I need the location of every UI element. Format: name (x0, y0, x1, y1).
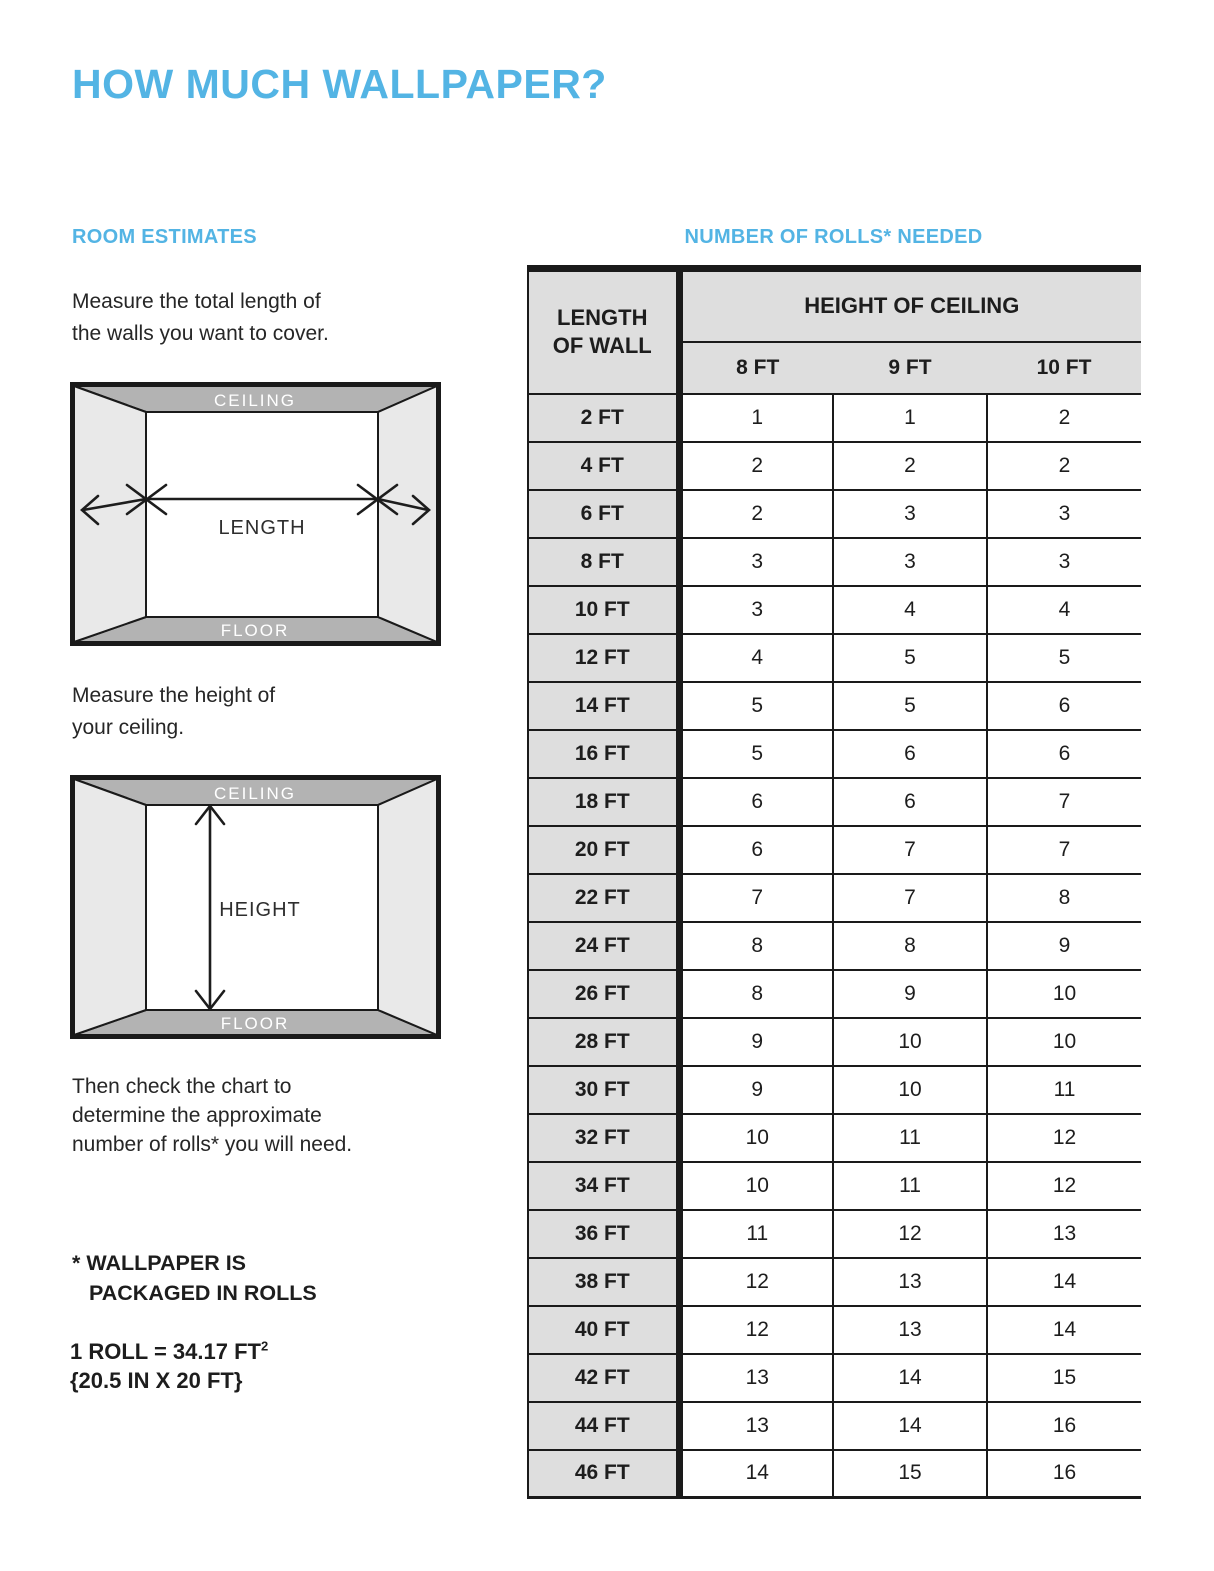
roll-count-cell: 13 (833, 1306, 987, 1354)
instruction-check-chart (72, 1072, 352, 1159)
row-header-cell: 24 FT (528, 922, 679, 970)
height-label: HEIGHT (219, 899, 301, 921)
row-header-cell: 10 FT (528, 586, 679, 634)
roll-count-cell: 14 (679, 1450, 833, 1498)
floor-label: FLOOR (220, 621, 290, 640)
row-header-cell: 46 FT (528, 1450, 679, 1498)
roll-count-cell: 11 (679, 1210, 833, 1258)
roll-count-cell: 4 (833, 586, 987, 634)
length-label: LENGTH (218, 517, 306, 539)
roll-count-cell: 3 (679, 586, 833, 634)
roll-count-cell: 12 (833, 1210, 987, 1258)
table-row (528, 922, 1141, 970)
roll-count-cell: 7 (987, 826, 1141, 874)
row-header-cell: 28 FT (528, 1018, 679, 1066)
roll-count-cell: 2 (679, 490, 833, 538)
roll-count-cell: 10 (833, 1066, 987, 1114)
row-header-cell: 42 FT (528, 1354, 679, 1402)
room-length-diagram (70, 382, 441, 646)
right-wall-surface (378, 779, 437, 1035)
roll-count-cell: 11 (833, 1114, 987, 1162)
table-row (528, 970, 1141, 1018)
roll-count-cell: 3 (833, 538, 987, 586)
instruction-measure-length (72, 286, 329, 350)
row-header-cell: 40 FT (528, 1306, 679, 1354)
roll-count-cell: 10 (987, 1018, 1141, 1066)
roll-count-cell: 5 (679, 682, 833, 730)
instruction-line: the walls you want to cover. (72, 322, 329, 345)
row-header-cell: 32 FT (528, 1114, 679, 1162)
roll-count-cell: 10 (987, 970, 1141, 1018)
roll-count-cell: 5 (987, 634, 1141, 682)
table-row (528, 1258, 1141, 1306)
roll-dimensions (70, 1332, 268, 1395)
ceiling-label: CEILING (213, 784, 297, 803)
roll-count-cell: 13 (987, 1210, 1141, 1258)
roll-count-cell: 2 (679, 442, 833, 490)
roll-count-cell: 2 (987, 394, 1141, 442)
room-height-diagram (70, 775, 441, 1039)
roll-count-cell: 3 (833, 490, 987, 538)
length-of-wall-header: LENGTH OF WALL (528, 269, 679, 394)
roll-count-cell: 3 (679, 538, 833, 586)
roll-count-cell: 16 (987, 1402, 1141, 1450)
instruction-measure-height (72, 680, 275, 744)
left-wall-surface (74, 779, 146, 1035)
row-header-cell: 34 FT (528, 1162, 679, 1210)
row-header-cell: 38 FT (528, 1258, 679, 1306)
roll-count-cell: 10 (833, 1018, 987, 1066)
roll-count-cell: 5 (679, 730, 833, 778)
row-header-cell: 8 FT (528, 538, 679, 586)
row-header-cell: 22 FT (528, 874, 679, 922)
roll-count-cell: 7 (833, 826, 987, 874)
back-wall-surface (146, 412, 378, 617)
instruction-line: Measure the total length of (72, 290, 321, 313)
roll-count-cell: 4 (987, 586, 1141, 634)
instruction-line: your ceiling. (72, 716, 185, 739)
height-of-ceiling-header: HEIGHT OF CEILING (679, 269, 1141, 342)
table-row (528, 1162, 1141, 1210)
roll-count-cell: 9 (679, 1018, 833, 1066)
table-row (528, 682, 1141, 730)
table-row (528, 1402, 1141, 1450)
roll-count-cell: 3 (987, 538, 1141, 586)
roll-count-cell: 11 (987, 1066, 1141, 1114)
instruction-line: Measure the height of (72, 684, 276, 707)
row-header-cell: 16 FT (528, 730, 679, 778)
row-header-cell: 26 FT (528, 970, 679, 1018)
table-row (528, 874, 1141, 922)
instruction-line: Then check the chart to (72, 1075, 292, 1098)
column-header-8ft: 8 FT (679, 342, 833, 394)
roll-count-cell: 1 (833, 394, 987, 442)
row-header-cell: 20 FT (528, 826, 679, 874)
table-row (528, 442, 1141, 490)
row-header-cell: 44 FT (528, 1402, 679, 1450)
rolls-table-head (528, 269, 1141, 394)
roll-count-cell: 1 (679, 394, 833, 442)
right-wall-surface (378, 386, 437, 642)
roll-count-cell: 10 (679, 1162, 833, 1210)
rolls-table-container (527, 265, 1140, 1499)
table-row (528, 1210, 1141, 1258)
table-header-row (528, 269, 1141, 342)
roll-count-cell: 5 (833, 682, 987, 730)
roll-count-cell: 6 (987, 682, 1141, 730)
rolls-needed-heading: NUMBER OF ROLLS* NEEDED (684, 226, 983, 248)
roll-count-cell: 9 (833, 970, 987, 1018)
roll-count-cell: 15 (833, 1450, 987, 1498)
roll-count-cell: 2 (987, 442, 1141, 490)
roll-count-cell: 6 (987, 730, 1141, 778)
table-row (528, 1306, 1141, 1354)
table-row (528, 490, 1141, 538)
footnote-line: PACKAGED IN ROLLS (89, 1281, 317, 1305)
rolls-table (527, 265, 1141, 1499)
roll-area: 1 ROLL = 34.17 $FT^2$ (70, 1339, 269, 1365)
row-header-cell: 2 FT (528, 394, 679, 442)
row-header-cell: 4 FT (528, 442, 679, 490)
table-row (528, 1450, 1141, 1498)
rolls-footnote (72, 1248, 317, 1308)
row-header-cell: 30 FT (528, 1066, 679, 1114)
roll-count-cell: 12 (679, 1306, 833, 1354)
roll-count-cell: 14 (833, 1354, 987, 1402)
ceiling-label: CEILING (213, 391, 297, 410)
table-row (528, 394, 1141, 442)
table-row (528, 538, 1141, 586)
roll-count-cell: 13 (679, 1402, 833, 1450)
roll-count-cell: 13 (833, 1258, 987, 1306)
roll-size: {20.5 IN X 20 FT} (70, 1368, 243, 1394)
instruction-line: determine the approximate (72, 1104, 322, 1127)
table-row (528, 826, 1141, 874)
floor-label: FLOOR (220, 1014, 290, 1033)
roll-count-cell: 10 (679, 1114, 833, 1162)
column-header-9ft: 9 FT (833, 342, 987, 394)
roll-count-cell: 8 (679, 922, 833, 970)
column-header-10ft: 10 FT (987, 342, 1141, 394)
roll-count-cell: 8 (987, 874, 1141, 922)
roll-count-cell: 13 (679, 1354, 833, 1402)
roll-count-cell: 8 (679, 970, 833, 1018)
table-row (528, 1066, 1141, 1114)
roll-count-cell: 6 (833, 778, 987, 826)
roll-count-cell: 6 (679, 826, 833, 874)
table-row (528, 778, 1141, 826)
row-header-cell: 36 FT (528, 1210, 679, 1258)
row-header-cell: 12 FT (528, 634, 679, 682)
roll-count-cell: 7 (679, 874, 833, 922)
roll-count-cell: 15 (987, 1354, 1141, 1402)
table-row (528, 1354, 1141, 1402)
roll-count-cell: 2 (833, 442, 987, 490)
squared-superscript: 2 (260, 1339, 269, 1354)
roll-count-cell: 16 (987, 1450, 1141, 1498)
table-row (528, 634, 1141, 682)
row-header-cell: 14 FT (528, 682, 679, 730)
roll-count-cell: 14 (987, 1258, 1141, 1306)
roll-count-cell: 7 (833, 874, 987, 922)
roll-count-cell: 9 (987, 922, 1141, 970)
footnote-line: * WALLPAPER IS (72, 1251, 247, 1275)
roll-count-cell: 11 (833, 1162, 987, 1210)
roll-count-cell: 14 (833, 1402, 987, 1450)
roll-count-cell: 9 (679, 1066, 833, 1114)
table-row (528, 1114, 1141, 1162)
instruction-line: number of rolls* you will need. (72, 1133, 353, 1156)
roll-count-cell: 12 (679, 1258, 833, 1306)
roll-count-cell: 14 (987, 1306, 1141, 1354)
roll-count-cell: 8 (833, 922, 987, 970)
roll-count-cell: 3 (987, 490, 1141, 538)
table-row (528, 730, 1141, 778)
roll-count-cell: 6 (833, 730, 987, 778)
roll-count-cell: 7 (987, 778, 1141, 826)
room-estimates-heading: ROOM ESTIMATES (72, 226, 257, 248)
row-header-cell: 18 FT (528, 778, 679, 826)
roll-count-cell: 5 (833, 634, 987, 682)
table-row (528, 1018, 1141, 1066)
roll-count-cell: 6 (679, 778, 833, 826)
roll-count-cell: 4 (679, 634, 833, 682)
table-row (528, 586, 1141, 634)
roll-count-cell: 12 (987, 1114, 1141, 1162)
page-title: HOW MUCH WALLPAPER? (72, 61, 607, 107)
rolls-table-body (528, 394, 1141, 1498)
row-header-cell: 6 FT (528, 490, 679, 538)
roll-count-cell: 12 (987, 1162, 1141, 1210)
